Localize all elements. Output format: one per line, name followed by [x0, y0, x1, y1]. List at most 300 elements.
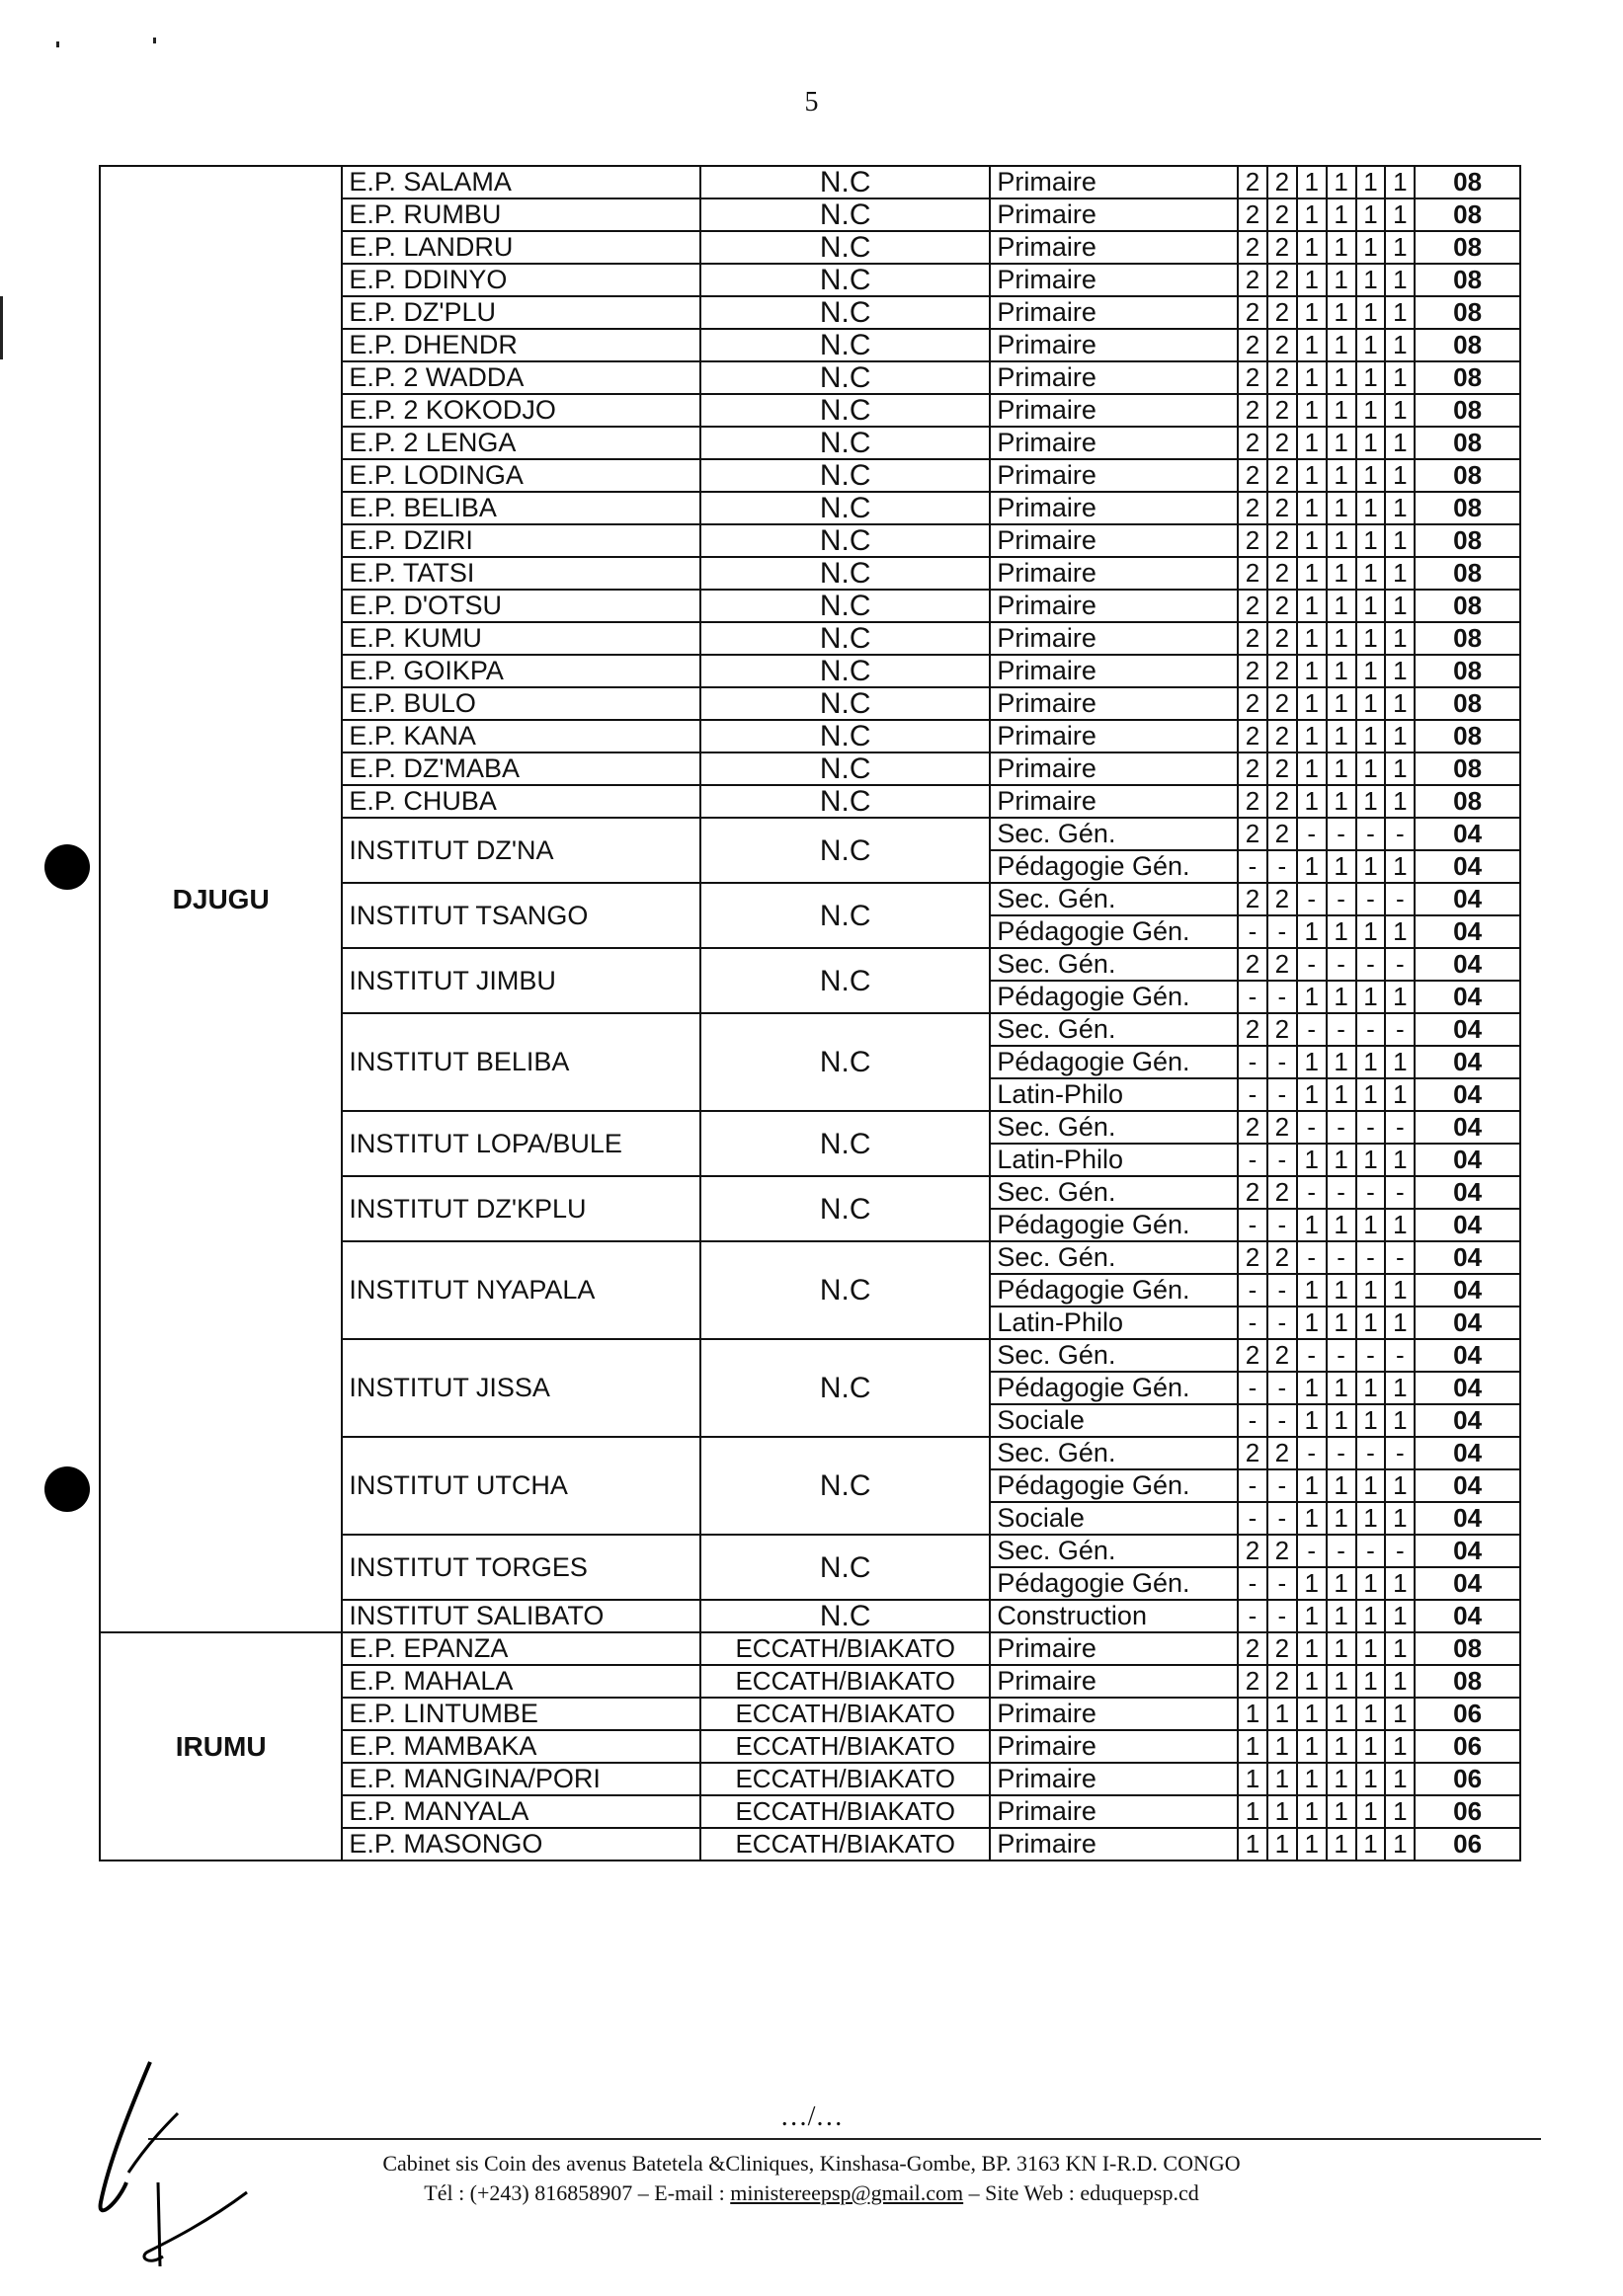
- class-count-cell: 1: [1356, 329, 1386, 361]
- class-count-cell: 1: [1327, 1730, 1356, 1763]
- school-name-cell: E.P. MANYALA: [342, 1795, 700, 1828]
- management-cell: N.C: [700, 1241, 990, 1339]
- option-cell: Primaire: [990, 231, 1238, 264]
- class-count-cell: -: [1238, 915, 1267, 948]
- class-count-cell: 1: [1385, 785, 1415, 818]
- class-count-cell: 1: [1238, 1698, 1267, 1730]
- class-count-cell: 1: [1385, 1144, 1415, 1176]
- total-cell: 04: [1415, 1437, 1520, 1469]
- class-count-cell: 2: [1267, 427, 1297, 459]
- class-count-cell: 1: [1267, 1795, 1297, 1828]
- class-count-cell: 2: [1238, 524, 1267, 557]
- class-count-cell: -: [1238, 850, 1267, 883]
- class-count-cell: 2: [1238, 622, 1267, 655]
- school-name-cell: E.P. MASONGO: [342, 1828, 700, 1861]
- total-cell: 04: [1415, 1306, 1520, 1339]
- class-count-cell: 1: [1297, 166, 1327, 198]
- class-count-cell: 1: [1297, 850, 1327, 883]
- punch-hole: [44, 844, 90, 890]
- management-cell: N.C: [700, 687, 990, 720]
- total-cell: 04: [1415, 1274, 1520, 1306]
- class-count-cell: 2: [1267, 394, 1297, 427]
- class-count-cell: 1: [1327, 1502, 1356, 1535]
- option-cell: Primaire: [990, 590, 1238, 622]
- class-count-cell: 1: [1385, 524, 1415, 557]
- school-name-cell: E.P. MAMBAKA: [342, 1730, 700, 1763]
- class-count-cell: 2: [1238, 329, 1267, 361]
- territory-cell: DJUGU: [100, 166, 342, 1632]
- school-name-cell: E.P. DZ'PLU: [342, 296, 700, 329]
- class-count-cell: -: [1238, 1469, 1267, 1502]
- class-count-cell: 1: [1327, 785, 1356, 818]
- class-count-cell: -: [1267, 850, 1297, 883]
- class-count-cell: 1: [1385, 231, 1415, 264]
- class-count-cell: 1: [1327, 1209, 1356, 1241]
- class-count-cell: 2: [1267, 329, 1297, 361]
- school-name-cell: E.P. 2 LENGA: [342, 427, 700, 459]
- class-count-cell: 1: [1297, 655, 1327, 687]
- class-count-cell: 2: [1238, 785, 1267, 818]
- class-count-cell: 1: [1297, 1046, 1327, 1078]
- option-cell: Primaire: [990, 166, 1238, 198]
- class-count-cell: 2: [1267, 752, 1297, 785]
- class-count-cell: 1: [1297, 785, 1327, 818]
- class-count-cell: 2: [1238, 1013, 1267, 1046]
- option-cell: Latin-Philo: [990, 1306, 1238, 1339]
- total-cell: 08: [1415, 427, 1520, 459]
- class-count-cell: 1: [1356, 1078, 1386, 1111]
- total-cell: 04: [1415, 1469, 1520, 1502]
- class-count-cell: 1: [1297, 915, 1327, 948]
- total-cell: 08: [1415, 687, 1520, 720]
- class-count-cell: 1: [1327, 166, 1356, 198]
- footer-email-link[interactable]: ministereepsp@gmail.com: [730, 2180, 964, 2205]
- option-cell: Pédagogie Gén.: [990, 850, 1238, 883]
- total-cell: 08: [1415, 524, 1520, 557]
- class-count-cell: 1: [1327, 687, 1356, 720]
- total-cell: 06: [1415, 1698, 1520, 1730]
- class-count-cell: 2: [1238, 166, 1267, 198]
- class-count-cell: 1: [1385, 1046, 1415, 1078]
- class-count-cell: -: [1238, 1209, 1267, 1241]
- class-count-cell: -: [1356, 1535, 1386, 1567]
- option-cell: Sec. Gén.: [990, 1535, 1238, 1567]
- class-count-cell: 2: [1238, 1535, 1267, 1567]
- total-cell: 04: [1415, 948, 1520, 981]
- class-count-cell: 1: [1297, 427, 1327, 459]
- class-count-cell: 2: [1267, 231, 1297, 264]
- class-count-cell: 2: [1238, 720, 1267, 752]
- option-cell: Primaire: [990, 655, 1238, 687]
- class-count-cell: 1: [1356, 231, 1386, 264]
- class-count-cell: 2: [1267, 655, 1297, 687]
- class-count-cell: 1: [1327, 1274, 1356, 1306]
- management-cell: N.C: [700, 492, 990, 524]
- option-cell: Primaire: [990, 361, 1238, 394]
- class-count-cell: 2: [1267, 1176, 1297, 1209]
- class-count-cell: 1: [1385, 492, 1415, 524]
- class-count-cell: 1: [1327, 231, 1356, 264]
- class-count-cell: -: [1267, 1372, 1297, 1404]
- management-cell: N.C: [700, 557, 990, 590]
- school-name-cell: INSTITUT NYAPALA: [342, 1241, 700, 1339]
- class-count-cell: 2: [1267, 296, 1297, 329]
- option-cell: Pédagogie Gén.: [990, 915, 1238, 948]
- option-cell: Primaire: [990, 459, 1238, 492]
- total-cell: 04: [1415, 1567, 1520, 1600]
- class-count-cell: 1: [1297, 231, 1327, 264]
- option-cell: Sec. Gén.: [990, 948, 1238, 981]
- class-count-cell: 1: [1356, 1795, 1386, 1828]
- class-count-cell: 1: [1385, 1502, 1415, 1535]
- option-cell: Pédagogie Gén.: [990, 1046, 1238, 1078]
- option-cell: Sec. Gén.: [990, 1176, 1238, 1209]
- total-cell: 08: [1415, 720, 1520, 752]
- class-count-cell: 1: [1297, 687, 1327, 720]
- class-count-cell: 1: [1327, 557, 1356, 590]
- management-cell: N.C: [700, 1535, 990, 1600]
- total-cell: 04: [1415, 1144, 1520, 1176]
- class-count-cell: 2: [1267, 264, 1297, 296]
- class-count-cell: -: [1356, 883, 1386, 915]
- management-cell: N.C: [700, 1437, 990, 1535]
- total-cell: 04: [1415, 1535, 1520, 1567]
- class-count-cell: -: [1238, 1046, 1267, 1078]
- school-name-cell: INSTITUT LOPA/BULE: [342, 1111, 700, 1176]
- class-count-cell: -: [1327, 1013, 1356, 1046]
- class-count-cell: 1: [1356, 1763, 1386, 1795]
- management-cell: N.C: [700, 720, 990, 752]
- class-count-cell: 1: [1327, 622, 1356, 655]
- class-count-cell: 1: [1385, 655, 1415, 687]
- class-count-cell: 1: [1327, 981, 1356, 1013]
- class-count-cell: 1: [1356, 166, 1386, 198]
- class-count-cell: 2: [1267, 361, 1297, 394]
- class-count-cell: -: [1267, 1274, 1297, 1306]
- class-count-cell: 1: [1297, 1372, 1327, 1404]
- class-count-cell: 1: [1356, 915, 1386, 948]
- option-cell: Sec. Gén.: [990, 818, 1238, 850]
- class-count-cell: 1: [1356, 296, 1386, 329]
- management-cell: ECCATH/BIAKATO: [700, 1698, 990, 1730]
- class-count-cell: 1: [1356, 1372, 1386, 1404]
- class-count-cell: 2: [1267, 687, 1297, 720]
- class-count-cell: 1: [1327, 427, 1356, 459]
- class-count-cell: -: [1297, 948, 1327, 981]
- class-count-cell: -: [1327, 1241, 1356, 1274]
- option-cell: Latin-Philo: [990, 1078, 1238, 1111]
- class-count-cell: -: [1267, 1567, 1297, 1600]
- class-count-cell: 1: [1385, 850, 1415, 883]
- school-name-cell: INSTITUT TORGES: [342, 1535, 700, 1600]
- class-count-cell: -: [1297, 1339, 1327, 1372]
- total-cell: 04: [1415, 1241, 1520, 1274]
- school-name-cell: E.P. KANA: [342, 720, 700, 752]
- class-count-cell: -: [1385, 1339, 1415, 1372]
- class-count-cell: 1: [1385, 264, 1415, 296]
- class-count-cell: 2: [1267, 459, 1297, 492]
- management-cell: N.C: [700, 459, 990, 492]
- school-name-cell: E.P. BELIBA: [342, 492, 700, 524]
- total-cell: 04: [1415, 1372, 1520, 1404]
- class-count-cell: -: [1356, 818, 1386, 850]
- school-name-cell: E.P. CHUBA: [342, 785, 700, 818]
- class-count-cell: 1: [1297, 1795, 1327, 1828]
- scan-mark: [56, 41, 59, 47]
- class-count-cell: 2: [1267, 524, 1297, 557]
- class-count-cell: 1: [1327, 1698, 1356, 1730]
- total-cell: 08: [1415, 590, 1520, 622]
- class-count-cell: 1: [1297, 1469, 1327, 1502]
- option-cell: Primaire: [990, 785, 1238, 818]
- class-count-cell: -: [1356, 948, 1386, 981]
- class-count-cell: -: [1238, 981, 1267, 1013]
- total-cell: 08: [1415, 459, 1520, 492]
- class-count-cell: 2: [1267, 720, 1297, 752]
- class-count-cell: -: [1238, 1274, 1267, 1306]
- class-count-cell: 1: [1297, 296, 1327, 329]
- territory-cell: IRUMU: [100, 1632, 342, 1861]
- class-count-cell: 1: [1356, 1632, 1386, 1665]
- class-count-cell: 1: [1385, 166, 1415, 198]
- class-count-cell: 2: [1267, 818, 1297, 850]
- class-count-cell: 1: [1385, 1404, 1415, 1437]
- class-count-cell: -: [1267, 1469, 1297, 1502]
- management-cell: N.C: [700, 1176, 990, 1241]
- class-count-cell: 1: [1385, 720, 1415, 752]
- class-count-cell: 1: [1327, 1828, 1356, 1861]
- class-count-cell: -: [1385, 1013, 1415, 1046]
- class-count-cell: 1: [1385, 981, 1415, 1013]
- total-cell: 06: [1415, 1763, 1520, 1795]
- class-count-cell: -: [1267, 1209, 1297, 1241]
- option-cell: Primaire: [990, 752, 1238, 785]
- total-cell: 08: [1415, 785, 1520, 818]
- page-number: 5: [804, 87, 819, 118]
- school-name-cell: INSTITUT JIMBU: [342, 948, 700, 1013]
- option-cell: Primaire: [990, 394, 1238, 427]
- option-cell: Primaire: [990, 264, 1238, 296]
- option-cell: Primaire: [990, 1698, 1238, 1730]
- class-count-cell: 1: [1356, 981, 1386, 1013]
- option-cell: Pédagogie Gén.: [990, 1469, 1238, 1502]
- class-count-cell: 1: [1297, 1698, 1327, 1730]
- class-count-cell: 1: [1327, 361, 1356, 394]
- option-cell: Primaire: [990, 492, 1238, 524]
- total-cell: 04: [1415, 1404, 1520, 1437]
- school-name-cell: INSTITUT DZ'KPLU: [342, 1176, 700, 1241]
- class-count-cell: -: [1238, 1502, 1267, 1535]
- class-count-cell: 1: [1297, 198, 1327, 231]
- option-cell: Primaire: [990, 557, 1238, 590]
- class-count-cell: 1: [1356, 1404, 1386, 1437]
- class-count-cell: 1: [1327, 296, 1356, 329]
- class-count-cell: 1: [1327, 492, 1356, 524]
- management-cell: N.C: [700, 785, 990, 818]
- class-count-cell: 1: [1356, 459, 1386, 492]
- option-cell: Primaire: [990, 198, 1238, 231]
- class-count-cell: 1: [1238, 1795, 1267, 1828]
- management-cell: N.C: [700, 655, 990, 687]
- class-count-cell: 1: [1327, 1469, 1356, 1502]
- class-count-cell: 2: [1238, 1176, 1267, 1209]
- class-count-cell: -: [1356, 1339, 1386, 1372]
- class-count-cell: 1: [1297, 557, 1327, 590]
- class-count-cell: 1: [1356, 557, 1386, 590]
- class-count-cell: 1: [1385, 557, 1415, 590]
- management-cell: N.C: [700, 361, 990, 394]
- management-cell: N.C: [700, 427, 990, 459]
- school-name-cell: E.P. EPANZA: [342, 1632, 700, 1665]
- class-count-cell: 2: [1267, 1241, 1297, 1274]
- class-count-cell: 1: [1238, 1763, 1267, 1795]
- school-name-cell: INSTITUT BELIBA: [342, 1013, 700, 1111]
- option-cell: Pédagogie Gén.: [990, 981, 1238, 1013]
- class-count-cell: 2: [1267, 1437, 1297, 1469]
- class-count-cell: 1: [1327, 459, 1356, 492]
- class-count-cell: 2: [1267, 883, 1297, 915]
- class-count-cell: 2: [1267, 166, 1297, 198]
- total-cell: 08: [1415, 166, 1520, 198]
- class-count-cell: -: [1356, 1241, 1386, 1274]
- option-cell: Sec. Gén.: [990, 883, 1238, 915]
- class-count-cell: -: [1238, 1078, 1267, 1111]
- management-cell: N.C: [700, 231, 990, 264]
- total-cell: 04: [1415, 1339, 1520, 1372]
- class-count-cell: -: [1327, 1339, 1356, 1372]
- management-cell: N.C: [700, 1600, 990, 1632]
- class-count-cell: -: [1356, 1437, 1386, 1469]
- class-count-cell: -: [1238, 1306, 1267, 1339]
- class-count-cell: 2: [1238, 296, 1267, 329]
- class-count-cell: 1: [1327, 329, 1356, 361]
- class-count-cell: 2: [1238, 361, 1267, 394]
- school-name-cell: INSTITUT JISSA: [342, 1339, 700, 1437]
- school-name-cell: INSTITUT DZ'NA: [342, 818, 700, 883]
- total-cell: 08: [1415, 231, 1520, 264]
- class-count-cell: 2: [1267, 198, 1297, 231]
- option-cell: Pédagogie Gén.: [990, 1274, 1238, 1306]
- class-count-cell: 2: [1267, 1535, 1297, 1567]
- class-count-cell: 1: [1385, 1730, 1415, 1763]
- total-cell: 04: [1415, 850, 1520, 883]
- class-count-cell: 1: [1297, 981, 1327, 1013]
- class-count-cell: 1: [1297, 590, 1327, 622]
- management-cell: N.C: [700, 329, 990, 361]
- class-count-cell: -: [1385, 883, 1415, 915]
- total-cell: 04: [1415, 1111, 1520, 1144]
- class-count-cell: 1: [1385, 1306, 1415, 1339]
- class-count-cell: 1: [1327, 1306, 1356, 1339]
- class-count-cell: -: [1297, 1111, 1327, 1144]
- class-count-cell: 1: [1356, 785, 1386, 818]
- option-cell: Sec. Gén.: [990, 1241, 1238, 1274]
- class-count-cell: 2: [1267, 1111, 1297, 1144]
- option-cell: Sec. Gén.: [990, 1111, 1238, 1144]
- management-cell: N.C: [700, 1013, 990, 1111]
- management-cell: ECCATH/BIAKATO: [700, 1763, 990, 1795]
- class-count-cell: -: [1297, 1535, 1327, 1567]
- table-row: [100, 166, 1520, 198]
- class-count-cell: 1: [1327, 590, 1356, 622]
- management-cell: ECCATH/BIAKATO: [700, 1632, 990, 1665]
- class-count-cell: 1: [1297, 1828, 1327, 1861]
- class-count-cell: 2: [1267, 622, 1297, 655]
- class-count-cell: 1: [1356, 1306, 1386, 1339]
- class-count-cell: 1: [1385, 915, 1415, 948]
- class-count-cell: 1: [1385, 1209, 1415, 1241]
- punch-hole: [44, 1466, 90, 1512]
- class-count-cell: 1: [1356, 1469, 1386, 1502]
- class-count-cell: 1: [1356, 720, 1386, 752]
- school-name-cell: E.P. BULO: [342, 687, 700, 720]
- class-count-cell: -: [1327, 883, 1356, 915]
- option-cell: Primaire: [990, 1763, 1238, 1795]
- class-count-cell: 1: [1297, 1730, 1327, 1763]
- total-cell: 04: [1415, 1013, 1520, 1046]
- class-count-cell: 1: [1297, 720, 1327, 752]
- class-count-cell: 1: [1385, 1372, 1415, 1404]
- class-count-cell: 1: [1297, 1274, 1327, 1306]
- class-count-cell: 1: [1356, 655, 1386, 687]
- class-count-cell: -: [1297, 1013, 1327, 1046]
- school-name-cell: INSTITUT UTCHA: [342, 1437, 700, 1535]
- class-count-cell: 2: [1267, 590, 1297, 622]
- school-name-cell: E.P. DZ'MABA: [342, 752, 700, 785]
- management-cell: N.C: [700, 883, 990, 948]
- class-count-cell: -: [1267, 1046, 1297, 1078]
- class-count-cell: 2: [1238, 427, 1267, 459]
- class-count-cell: 1: [1385, 1763, 1415, 1795]
- total-cell: 04: [1415, 1502, 1520, 1535]
- class-count-cell: 1: [1327, 264, 1356, 296]
- class-count-cell: 2: [1238, 1632, 1267, 1665]
- class-count-cell: 1: [1327, 1567, 1356, 1600]
- class-count-cell: 1: [1356, 1730, 1386, 1763]
- class-count-cell: -: [1297, 1437, 1327, 1469]
- option-cell: Sec. Gén.: [990, 1339, 1238, 1372]
- management-cell: N.C: [700, 1339, 990, 1437]
- total-cell: 08: [1415, 264, 1520, 296]
- class-count-cell: -: [1267, 1144, 1297, 1176]
- class-count-cell: 1: [1356, 1046, 1386, 1078]
- class-count-cell: 1: [1327, 752, 1356, 785]
- footer-phone: Tél : (+243) 816858907: [424, 2180, 633, 2205]
- class-count-cell: 1: [1356, 1567, 1386, 1600]
- class-count-cell: 1: [1327, 1046, 1356, 1078]
- management-cell: N.C: [700, 752, 990, 785]
- class-count-cell: 1: [1297, 1209, 1327, 1241]
- class-count-cell: 1: [1356, 1144, 1386, 1176]
- school-name-cell: E.P. LODINGA: [342, 459, 700, 492]
- management-cell: N.C: [700, 264, 990, 296]
- school-name-cell: E.P. DHENDR: [342, 329, 700, 361]
- handwritten-initials: [89, 2054, 286, 2291]
- class-count-cell: 1: [1297, 1404, 1327, 1437]
- class-count-cell: 2: [1267, 492, 1297, 524]
- class-count-cell: 2: [1238, 655, 1267, 687]
- class-count-cell: 1: [1327, 655, 1356, 687]
- class-count-cell: 1: [1356, 524, 1386, 557]
- option-cell: Primaire: [990, 329, 1238, 361]
- class-count-cell: -: [1385, 1241, 1415, 1274]
- option-cell: Primaire: [990, 720, 1238, 752]
- footer-web: – Site Web : eduquepsp.cd: [968, 2180, 1199, 2205]
- class-count-cell: 1: [1327, 1795, 1356, 1828]
- class-count-cell: 1: [1238, 1828, 1267, 1861]
- class-count-cell: -: [1385, 1535, 1415, 1567]
- class-count-cell: 2: [1238, 264, 1267, 296]
